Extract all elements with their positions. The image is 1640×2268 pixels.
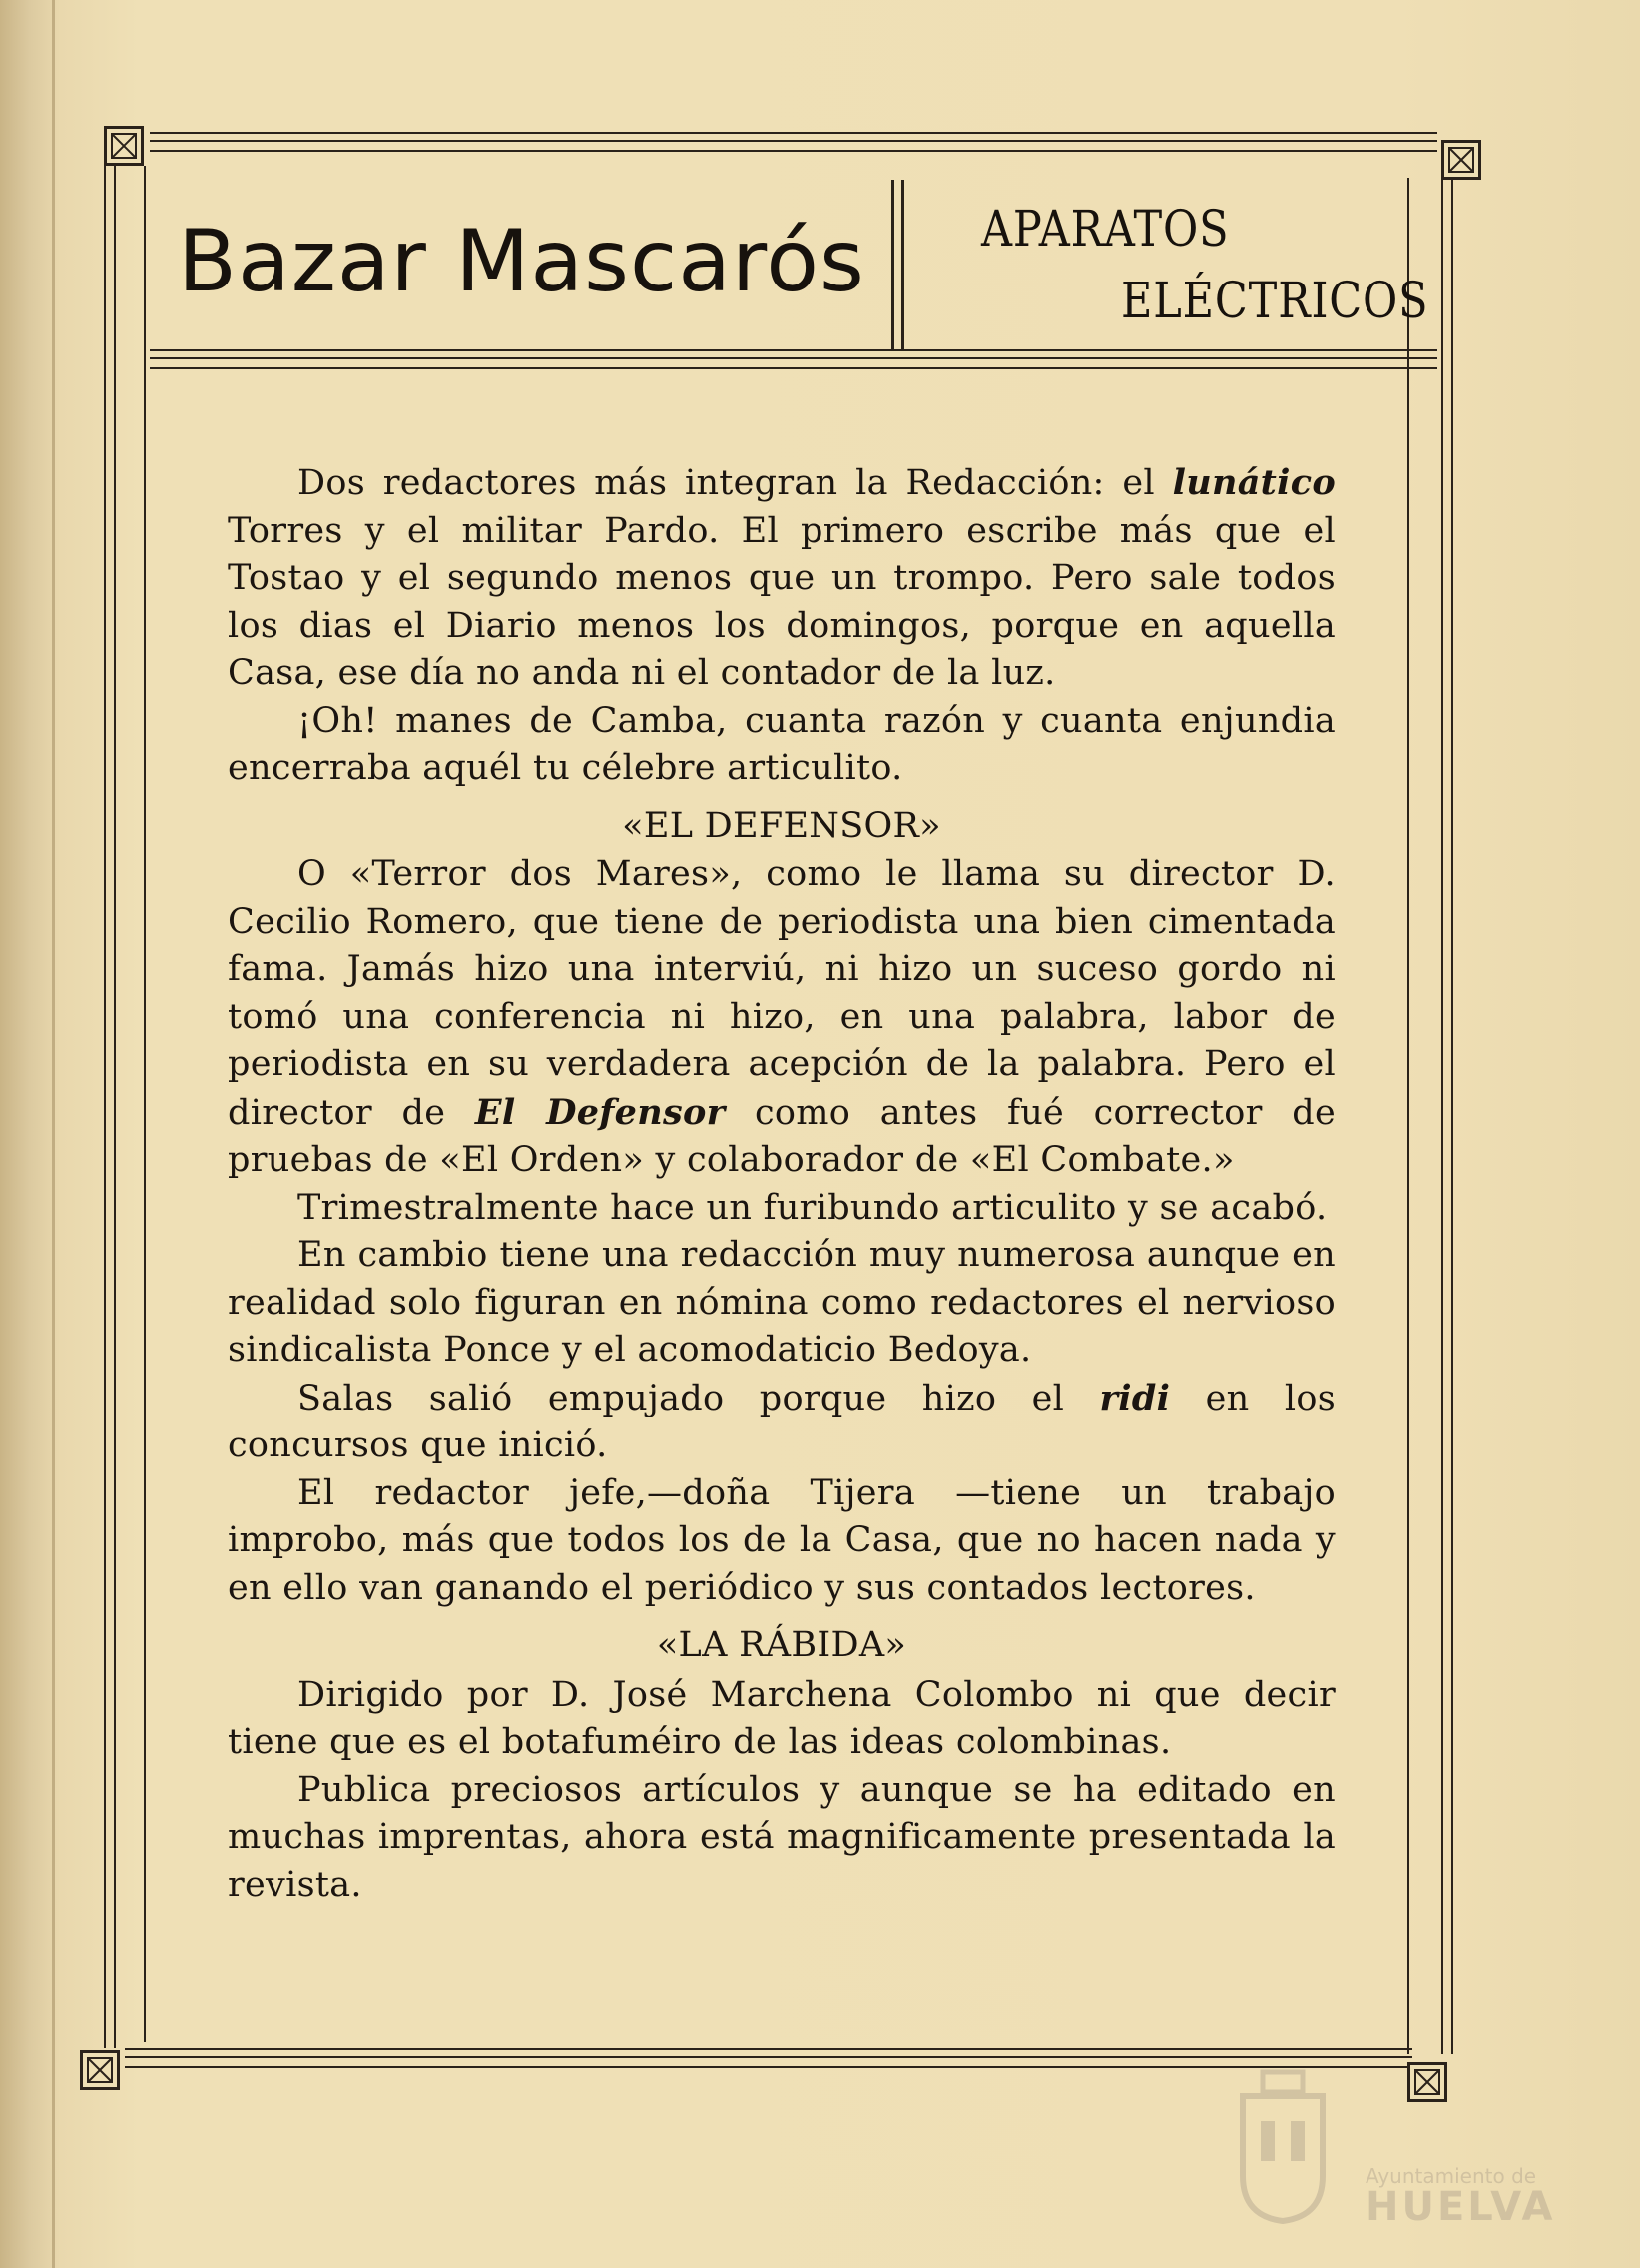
tagline-line1: APARATOS — [981, 200, 1230, 258]
header-divider-right — [901, 180, 904, 349]
coat-of-arms-icon — [1223, 2066, 1343, 2226]
section-heading-el-defensor: «EL DEFENSOR» — [622, 805, 941, 846]
paragraph-7: El redactor jefe,—doña Tijera —tiene un trabajo improbo, más que todos los de la Casa, que no hacen nada y en ello van ganando el periódico y sus contados lectores. — [228, 1472, 1336, 1608]
paragraph-3-emphasis: El Defensor — [474, 1091, 726, 1133]
top-rule-third — [150, 150, 1437, 152]
right-rule-inner — [1451, 178, 1453, 2054]
paragraph-6 — [228, 1375, 1336, 1470]
paragraph-3 — [228, 851, 1336, 1185]
paragraph-6-emphasis: ridi — [1099, 1377, 1171, 1418]
left-rule-outer — [104, 166, 106, 2048]
header-rule-1 — [150, 349, 1437, 351]
watermark-line1: Ayuntamiento de — [1366, 2164, 1537, 2188]
advertisement-header — [148, 180, 1437, 354]
left-rule-third — [144, 166, 146, 2042]
brand-name: Bazar Mascarós — [178, 212, 865, 311]
paragraph-1-text-a: Dos redactores más integran la Redacción: el — [297, 463, 1173, 503]
paragraph-1-emphasis: lunático — [1172, 462, 1336, 503]
header-divider-left — [891, 180, 894, 349]
header-rule-2 — [150, 357, 1437, 359]
paragraph-9: Publica preciosos artículos y aunque se ha editado en muchas imprentas, ahora está magnificamente presentada la revista. — [228, 1769, 1336, 1905]
right-rule-outer — [1441, 178, 1443, 2054]
paragraph-6-text-a: Salas salió empujado porque hizo el — [297, 1378, 1100, 1418]
paragraph-2: ¡Oh! manes de Camba, cuanta razón y cuanta enjundia encerraba aquél tu célebre articulito. — [228, 700, 1336, 788]
corner-ornament-top-right — [1441, 140, 1481, 180]
section-heading-la-rabida: «LA RÁBIDA» — [656, 1625, 907, 1665]
paragraph-6-text-b: en los concursos que inició. — [228, 1378, 1336, 1465]
paragraph-8: Dirigido por D. José Marchena Colombo ni que decir tiene que es el botafuméiro de las ideas colombinas. — [228, 1674, 1336, 1762]
header-rule-3 — [150, 367, 1437, 369]
right-rule-third — [1407, 178, 1409, 2054]
archive-watermark — [1223, 2066, 1582, 2236]
bottom-rule-third — [125, 2066, 1412, 2068]
tagline-line2: ELÉCTRICOS — [1121, 272, 1429, 329]
bottom-rule-inner — [125, 2056, 1412, 2058]
corner-ornament-bottom-left — [80, 2050, 120, 2090]
paragraph-1-text-b: Torres y el militar Pardo. El primero escribe más que el Tostao y el segundo menos que un trompo. Pero sale todos los dias el Diario menos los domingos, porque en aquella Casa, ese día no anda ni el contador de la luz. — [228, 510, 1336, 693]
watermark-line2: HUELVA — [1366, 2184, 1556, 2230]
paragraph-3-text-a: O «Terror dos Mares», como le llama su director D. Cecilio Romero, que tiene de periodista una bien cimentada fama. Jamás hizo una interviú, ni hizo un suceso gordo ni tomó una conferencia ni hizo, en una palabra, labor de periodista en su verdadera acepción de la palabra. Pero el director de — [228, 854, 1336, 1133]
corner-ornament-top-left — [104, 126, 144, 166]
top-rule-inner — [150, 140, 1437, 142]
paragraph-4: Trimestralmente hace un furibundo articulito y se acabó. — [297, 1187, 1328, 1228]
article-body — [228, 459, 1336, 1909]
paragraph-5: En cambio tiene una redacción muy numerosa aunque en realidad solo figuran en nómina como redactores el nervioso sindicalista Ponce y el acomodaticio Bedoya. — [228, 1235, 1336, 1370]
binding-edge — [52, 0, 55, 2268]
paragraph-3-text-b: como antes fué corrector de pruebas de «El Orden» y colaborador de «El Combate.» — [228, 1092, 1336, 1180]
top-rule-outer — [150, 132, 1437, 134]
bottom-rule-outer — [125, 2048, 1412, 2050]
paragraph-1 — [228, 459, 1336, 698]
left-rule-inner — [114, 166, 116, 2048]
